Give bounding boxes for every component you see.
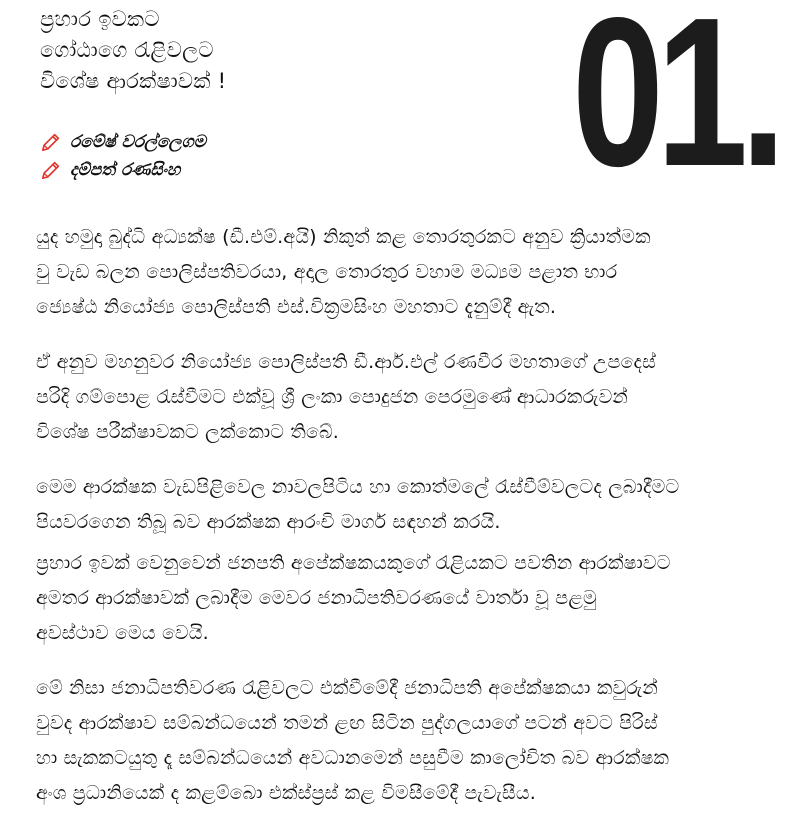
paragraph	[36, 470, 794, 540]
paragraph-line: අංශ ප්‍රධානියෙක් ද කළම්බො එක්ස්ප්‍රස් කළ විමසීමේදී පැවැසීය.	[36, 782, 536, 804]
paragraph-line: ඒ අනුව මහනුවර නියෝජ්‍ය පොලිස්පති ඩී.ආර්.එල් රණවීර මහතාගේ උපදෙස්	[36, 351, 657, 373]
article-body	[36, 220, 794, 831]
paragraph-line: විශේෂ පරීක්ෂාවකට ලක්කොට තිබේ.	[36, 421, 339, 443]
headline-line: ගෝඨාගෙ රැළිවලට	[40, 38, 214, 62]
paragraph	[36, 671, 794, 811]
paragraph-line: ප්‍රහාර ඉවක් වෙනුවෙන් ජනපති අපේක්ෂකයකුගේ රැළියකට පවතින ආරක්ෂාවට	[36, 552, 671, 574]
author-byline	[40, 128, 340, 156]
article-number: 01.	[572, 0, 779, 210]
author-name: රමේෂ් වරල්ලෙගම	[70, 132, 206, 152]
paragraph	[36, 546, 794, 651]
paragraph-line: ජ්‍යෙෂ්ඨ නියෝජ්‍ය පොලිස්පති එස්.වික්‍රමසිංහ මහතාට දැනුම්දී ඇත.	[36, 296, 557, 318]
pencil-icon	[40, 131, 62, 153]
headline	[40, 4, 480, 97]
paragraph-line: පියවරගෙන තිබූ බව ආරක්ෂක ආරංචි මාර්ග සඳහන් කරයි.	[36, 511, 501, 533]
paragraph	[36, 220, 794, 325]
author-list	[40, 128, 340, 184]
author-name: දම්පත් රණසිංහ	[70, 160, 181, 180]
paragraph-line: පරිදි ගම්පොළ රැස්වීමට එක්වූ ශ්‍රී ලංකා පොදුජන පෙරමුණේ ආධාරකරුවන්	[36, 386, 629, 408]
paragraph-line: මෙම ආරක්ෂක වැඩපිළිවෙල නාවලපිටිය හා කොත්මලේ රැස්වීම්වලටද ලබාදීමට	[36, 476, 680, 498]
paragraph-line: වු වැඩ බලන පොලිස්පතිවරයා, අදාල තොරතුර වහාම මධ්‍යම පළාත භාර	[36, 261, 618, 283]
paragraph-line: අමතර ආරක්ෂාවක් ලබාදීම මෙවර ජනාධිපතිවරණයේ වාර්තා වූ පළමු	[36, 587, 597, 609]
paragraph-line: හා සැකකටයුතු දෑ සම්බන්ධයෙන් අවධානමෙන් පසුවීම කාලෝචිත බව ආරක්ෂක	[36, 747, 670, 769]
paragraph-line: යුද හමුදා බුද්ධි අධ්‍යක්ෂ (ඩී.එම්.අයි) නිකුත් කළ තොරතුරකට අනුව ක්‍රියාත්මක	[36, 226, 651, 248]
pencil-icon	[40, 159, 62, 181]
headline-line: විශේෂ ආරක්ෂාවක් !	[40, 69, 227, 93]
paragraph-line: අවස්ථාව මෙය වෙයි.	[36, 622, 209, 644]
paragraph-line: වුවද ආරක්ෂාව සම්බන්ධයෙන් තමන් ළඟ සිටින පුද්ගලයාගේ පටන් අවට පිරිස්	[36, 712, 658, 734]
paragraph-line: මේ නිසා ජනාධිපතිවරණ රැළිවලට එක්වීමේදී ජනාධිපති අපේක්ෂකයා කවුරුන්	[36, 677, 659, 699]
author-byline	[40, 156, 340, 184]
paragraph	[36, 345, 794, 450]
headline-line: ප්‍රහාර ඉවකට	[40, 7, 160, 31]
